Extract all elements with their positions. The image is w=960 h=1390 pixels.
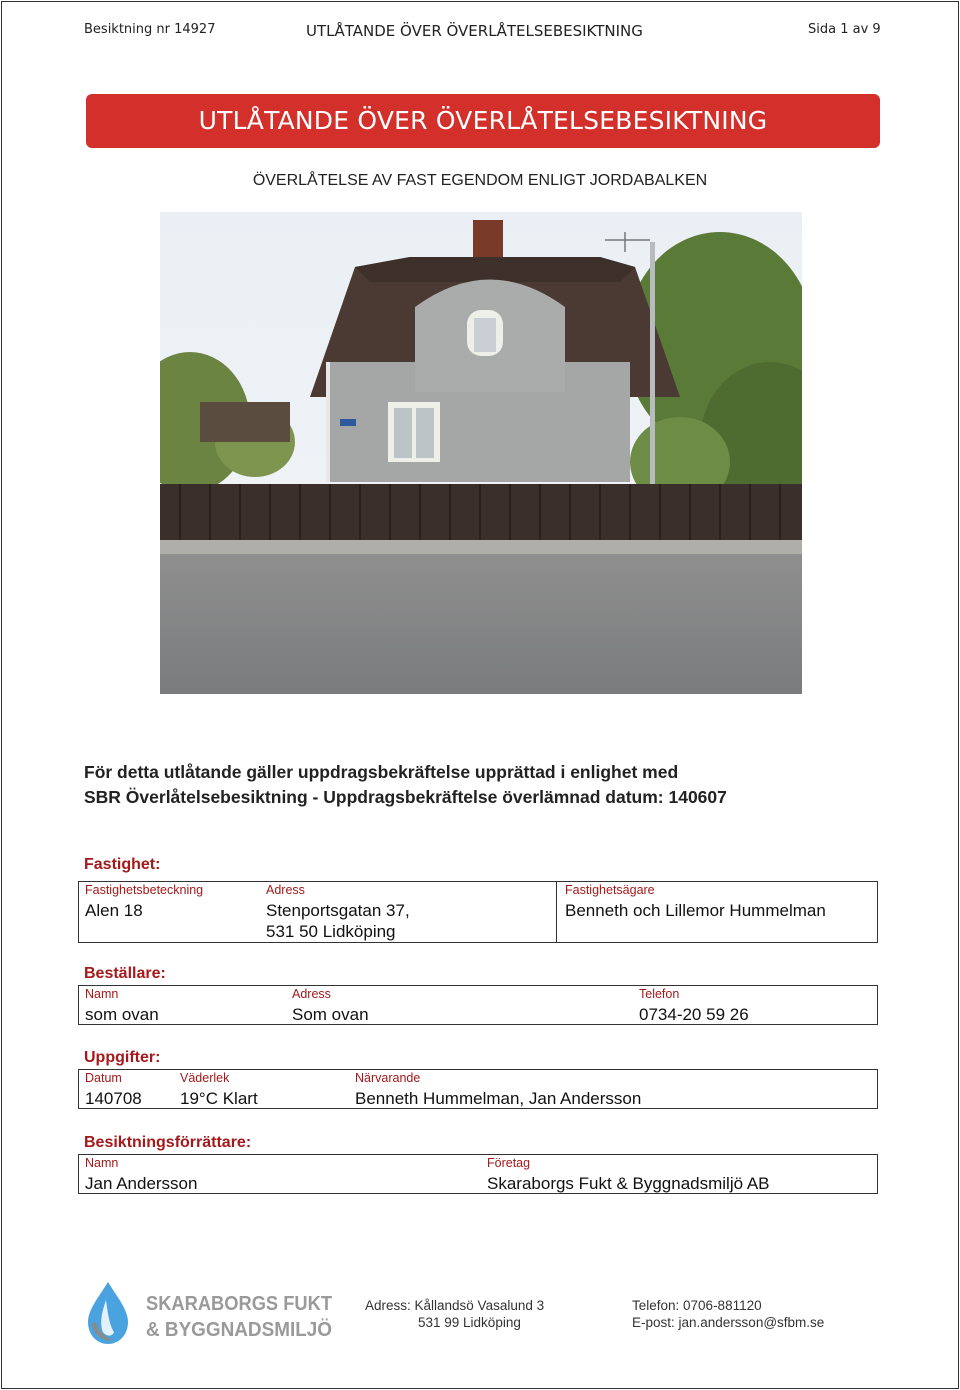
foretag-value: Skaraborgs Fukt & Byggnadsmiljö AB [487, 1174, 770, 1193]
bestallare-adress-value: Som ovan [292, 1005, 369, 1024]
bestallare-namn-value: som ovan [85, 1005, 159, 1024]
footer-email: E-post: jan.andersson@sfbm.se [632, 1315, 825, 1330]
fastighetsagare-value: Benneth och Lillemor Hummelman [565, 901, 826, 920]
subtitle: ÖVERLÅTELSE AV FAST EGENDOM ENLIGT JORDABALKEN [252, 172, 708, 189]
fastighet-adress-value [266, 900, 410, 942]
fastighet-beteckning-cell [79, 882, 260, 942]
fastighet-adress-line-1: Stenportsgatan 37, [266, 901, 410, 920]
fastighet-adress-label: Adress [266, 883, 305, 897]
footer-address-line-2: 531 99 Lidköping [418, 1315, 521, 1330]
foretag-label: Företag [487, 1156, 531, 1170]
datum-value: 140708 [85, 1089, 142, 1108]
uppgifter-table [78, 1069, 878, 1109]
datum-label: Datum [85, 1071, 122, 1085]
title-banner: UTLÅTANDE ÖVER ÖVERLÅTELSEBESIKTNING [86, 94, 880, 148]
fastighet-adress-line-2: 531 50 Lidköping [266, 922, 396, 941]
besiktningsforrattare-table [78, 1154, 878, 1194]
forrattare-namn-value: Jan Andersson [85, 1174, 198, 1193]
narvarande-label: Närvarande [355, 1071, 421, 1085]
besiktningsforrattare-title: Besiktningsförrättare: [84, 1134, 252, 1151]
footer-telephone: Telefon: 0706-881120 [632, 1298, 762, 1313]
logo-line-2: & BYGGNADSMILJÖ [146, 1319, 343, 1341]
fastighet-adress-cell [260, 882, 556, 942]
fastighet-agare-cell [556, 882, 877, 942]
bestallare-namn-label: Namn [85, 987, 119, 1001]
bestallare-adress-label: Adress [292, 987, 331, 1001]
bestallare-table [78, 985, 878, 1025]
fastighetsagare-label: Fastighetsägare [565, 883, 655, 897]
footer-address-line-1: Adress: Kållandsö Vasalund 3 [365, 1298, 545, 1313]
fastighetsbeteckning-label: Fastighetsbeteckning [85, 883, 204, 897]
bestallare-telefon-cell [633, 986, 877, 1024]
bestallare-namn-cell [79, 986, 286, 1024]
narvarande-value: Benneth Hummelman, Jan Andersson [355, 1089, 642, 1108]
uppgifter-vaderlek-cell [174, 1070, 349, 1108]
fastighetsbeteckning-value: Alen 18 [85, 901, 143, 920]
bestallare-title: Beställare: [84, 965, 166, 982]
fastighet-title: Fastighet: [84, 856, 161, 873]
uppgifter-narvarande-cell [349, 1070, 877, 1108]
intro-text [84, 760, 727, 810]
forrattare-namn-cell [79, 1155, 481, 1193]
header-document-title: UTLÅTANDE ÖVER ÖVERLÅTELSEBESIKTNING [306, 22, 643, 40]
intro-line-2: SBR Överlåtelsebesiktning - Uppdragsbekräftelse överlämnad datum: 140607 [84, 787, 727, 807]
vaderlek-label: Väderlek [180, 1071, 230, 1085]
logo-line-1: SKARABORGS FUKT [146, 1293, 332, 1315]
bestallare-telefon-label: Telefon [639, 987, 680, 1001]
header-page-number: Sida 1 av 9 [808, 22, 881, 37]
vaderlek-value: 19°C Klart [180, 1089, 258, 1108]
intro-line-1: För detta utlåtande gäller uppdragsbekräftelse upprättad i enlighet med [84, 762, 679, 782]
fastighet-table [78, 881, 878, 943]
bestallare-telefon-value: 0734-20 59 26 [639, 1005, 749, 1024]
bestallare-adress-cell [286, 986, 633, 1024]
forrattare-foretag-cell [481, 1155, 877, 1193]
company-logo [84, 1280, 344, 1346]
header-inspection-number: Besiktning nr 14927 [84, 22, 216, 37]
uppgifter-datum-cell [79, 1070, 174, 1108]
forrattare-namn-label: Namn [85, 1156, 119, 1170]
house-photo [160, 212, 802, 694]
uppgifter-title: Uppgifter: [84, 1049, 161, 1066]
